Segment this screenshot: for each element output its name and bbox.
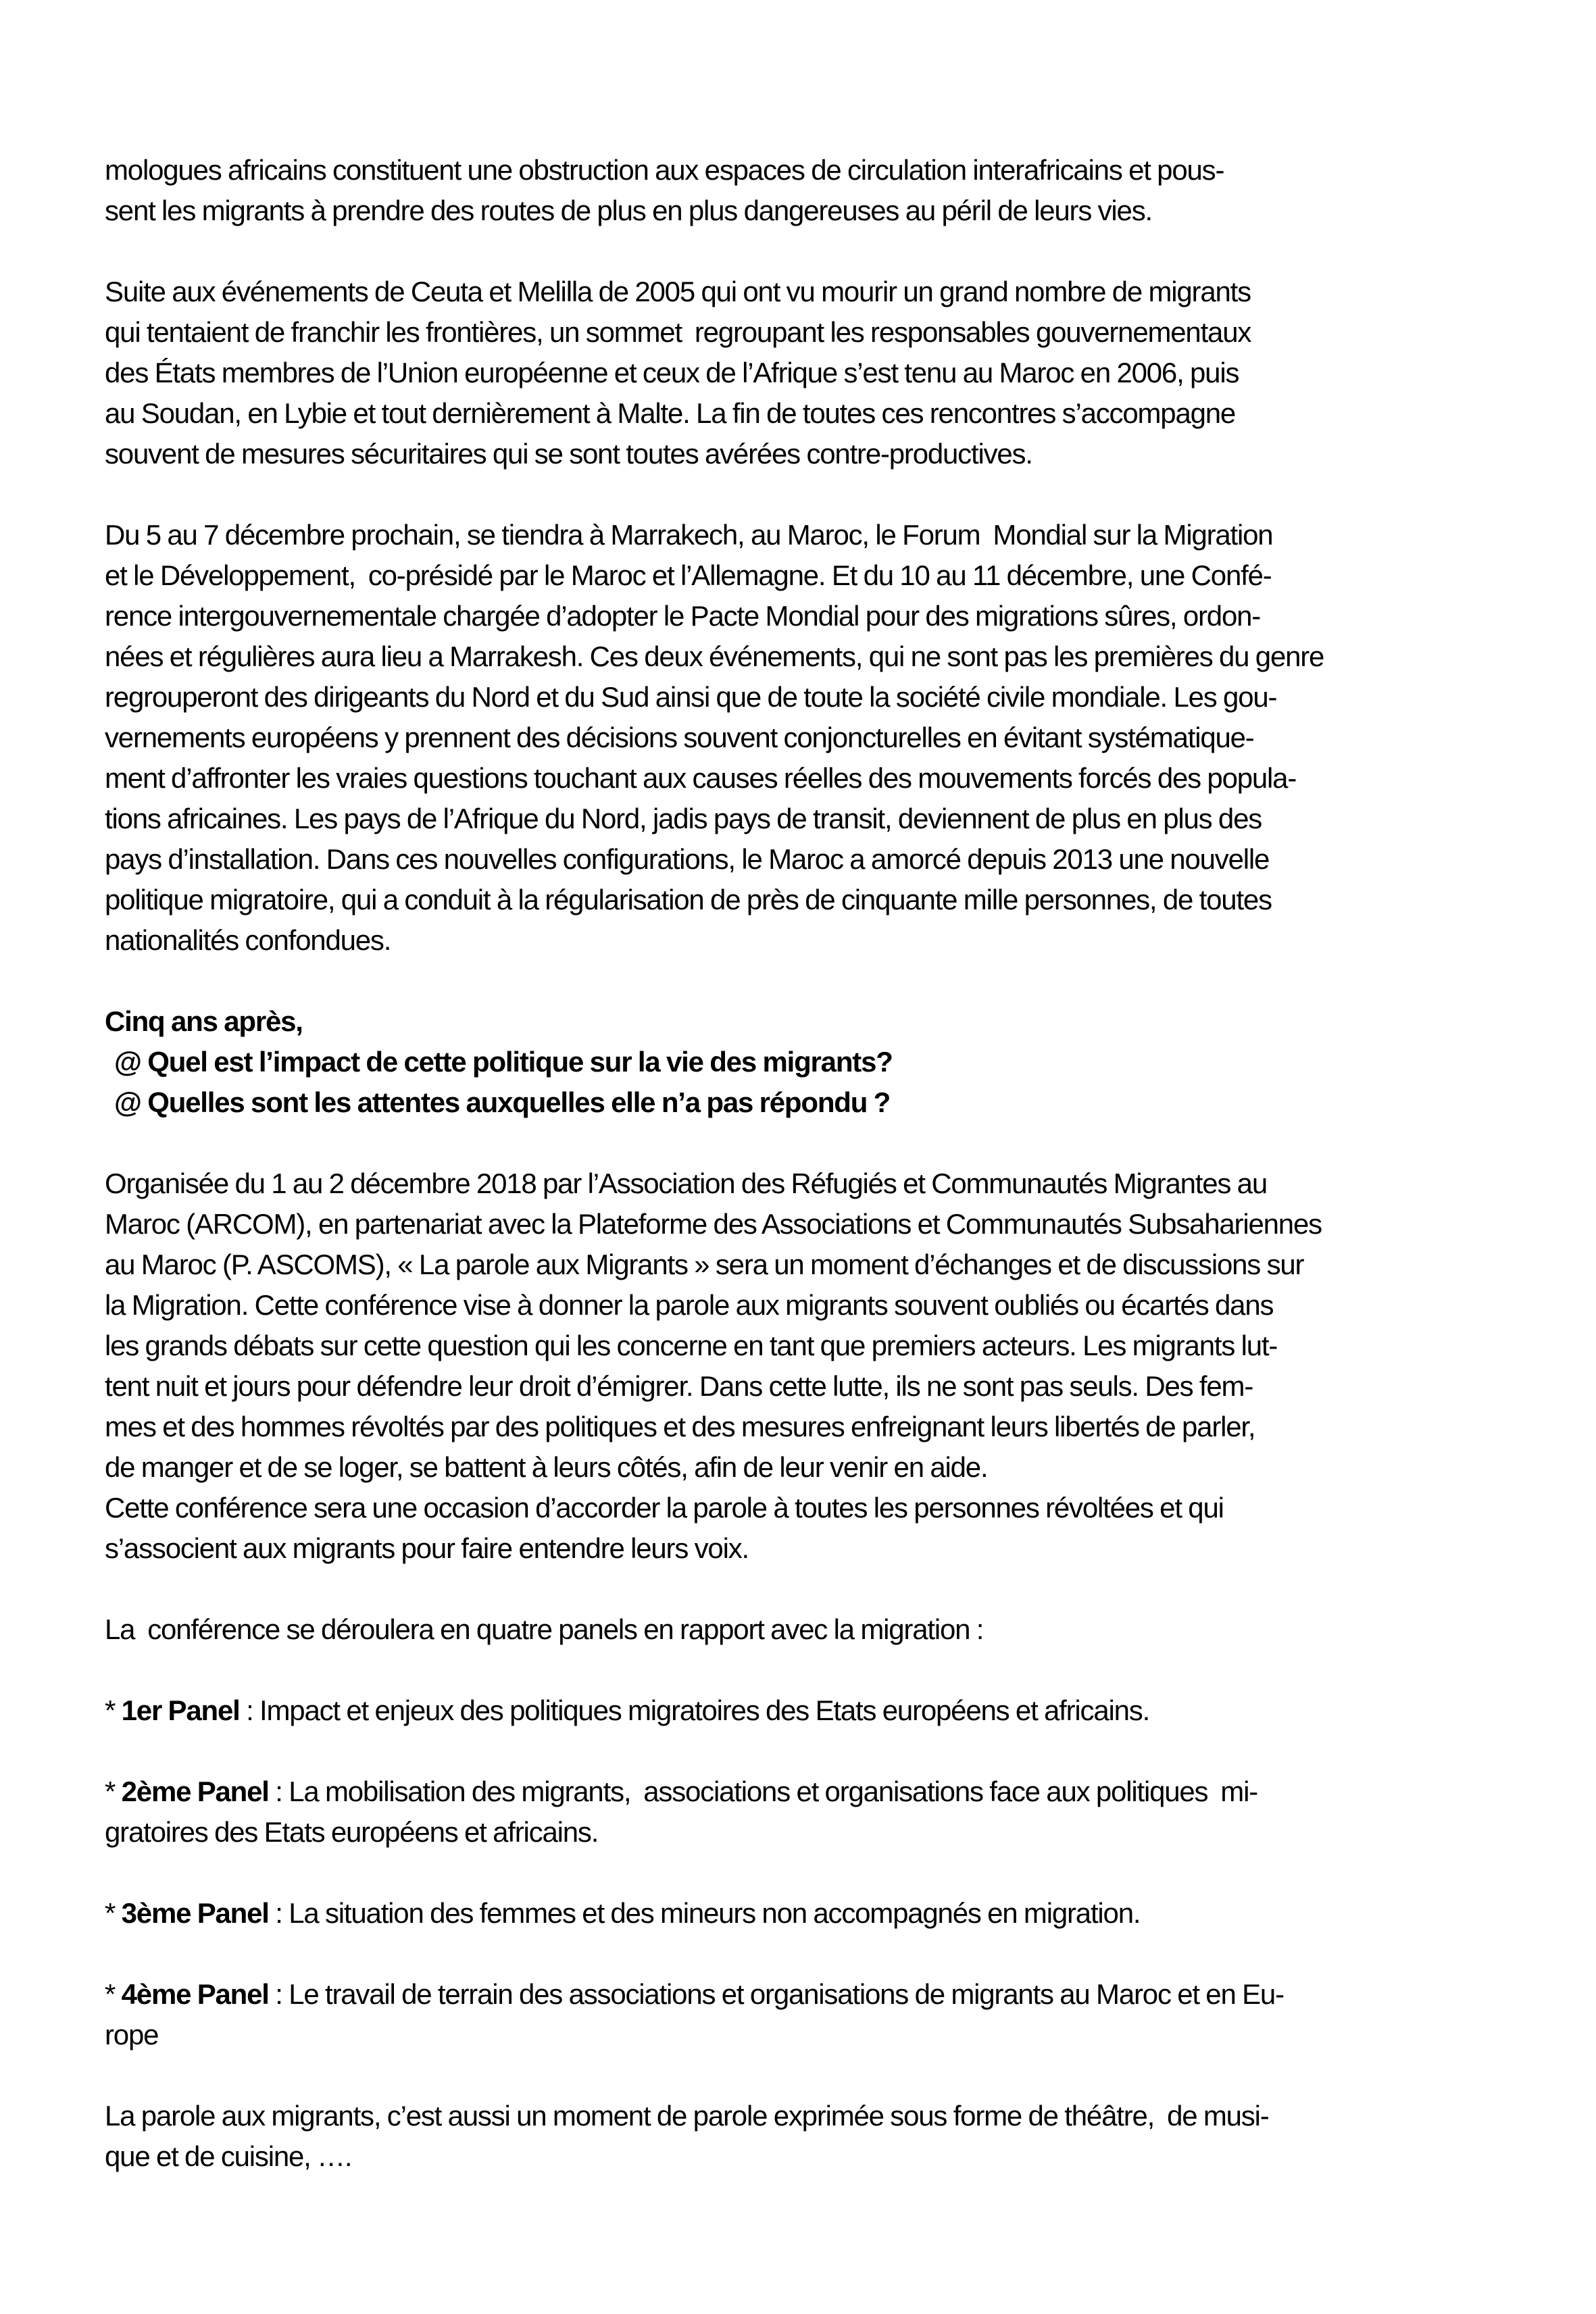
- question-item: @ Quelles sont les attentes auxquelles elle n’a pas répondu ?: [114, 1086, 891, 1118]
- panels-intro-text: La conférence se déroulera en quatre panels en rapport avec la migration :: [105, 1613, 984, 1645]
- panel-separator: :: [268, 1897, 289, 1929]
- panel-bullet: *: [105, 1897, 122, 1929]
- panel-description-continued: rope: [105, 2019, 159, 2051]
- text-line: ment d’affronter les vraies questions touchant aux causes réelles des mouvements forcés des popula-: [105, 762, 1297, 794]
- text-line: rence intergouvernementale chargée d’adopter le Pacte Mondial pour des migrations sûres, ordon-: [105, 600, 1261, 632]
- text-line: pays d’installation. Dans ces nouvelles configurations, le Maroc a amorcé depuis 2013 une nouvelle: [105, 843, 1270, 875]
- text-line: la Migration. Cette conférence vise à donner la parole aux migrants souvent oubliés ou écartés dans: [105, 1289, 1274, 1321]
- text-line: qui tentaient de franchir les frontières, un sommet regroupant les responsables gouvernementaux: [105, 316, 1251, 348]
- panel-item-3: [105, 1893, 1524, 1934]
- panel-item-4: [105, 1974, 1524, 2055]
- text-line: et le Développement, co-présidé par le Maroc et l’Allemagne. Et du 10 au 11 décembre, une Confé-: [105, 559, 1272, 591]
- text-line: souvent de mesures sécuritaires qui se sont toutes avérées contre-productives.: [105, 438, 1032, 470]
- text-line: tent nuit et jours pour défendre leur droit d’émigrer. Dans cette lutte, ils ne sont pas seuls. Des fem-: [105, 1370, 1253, 1402]
- panel-item-1: [105, 1690, 1524, 1731]
- panel-description: La mobilisation des migrants, associations et organisations face aux politiques mi-: [289, 1776, 1257, 1807]
- text-line: mes et des hommes révoltés par des politiques et des mesures enfreignant leurs libertés de parler,: [105, 1411, 1255, 1442]
- text-line: mologues africains constituent une obstruction aux espaces de circulation interafricains et pous-: [105, 154, 1224, 186]
- questions-heading: Cinq ans après,: [105, 1005, 303, 1037]
- text-line: Du 5 au 7 décembre prochain, se tiendra à Marrakech, au Maroc, le Forum Mondial sur la Migration: [105, 519, 1273, 551]
- panel-first-line: [105, 1690, 1524, 1731]
- text-line: Maroc (ARCOM), en partenariat avec la Plateforme des Associations et Communautés Subsahariennes: [105, 1208, 1322, 1240]
- text-line: regrouperont des dirigeants du Nord et du Sud ainsi que de toute la société civile mondiale. Les gou-: [105, 681, 1277, 713]
- panel-bullet: *: [105, 1694, 122, 1726]
- text-line: sent les migrants à prendre des routes de plus en plus dangereuses au péril de leurs vies.: [105, 195, 1152, 226]
- text-line: politique migratoire, qui a conduit à la régularisation de près de cinquante mille personnes, de toutes: [105, 884, 1272, 915]
- panel-separator: :: [268, 1978, 289, 2010]
- panel-label: 2ème Panel: [121, 1776, 269, 1807]
- question-item: @ Quel est l’impact de cette politique sur la vie des migrants?: [114, 1046, 893, 1078]
- forum-paragraph: [105, 515, 1524, 961]
- panel-label: 1er Panel: [121, 1694, 240, 1726]
- text-line: nées et régulières aura lieu a Marrakesh. Ces deux événements, qui ne sont pas les premières du genre: [105, 640, 1324, 672]
- text-line: au Soudan, en Lybie et tout dernièrement à Malte. La fin de toutes ces rencontres s’accompagne: [105, 397, 1236, 429]
- organisation-paragraph: [105, 1163, 1524, 1569]
- text-line: tions africaines. Les pays de l’Afrique du Nord, jadis pays de transit, deviennent de plus en plus des: [105, 803, 1262, 834]
- panel-separator: :: [239, 1694, 260, 1726]
- text-line: des États membres de l’Union européenne et ceux de l’Afrique s’est tenu au Maroc en 2006, puis: [105, 357, 1239, 388]
- panels-intro: [105, 1609, 1524, 1650]
- text-line: Cette conférence sera une occasion d’accorder la parole à toutes les personnes révoltées et qui: [105, 1492, 1224, 1524]
- closing-paragraph: [105, 2096, 1524, 2177]
- intro-paragraph: [105, 150, 1524, 231]
- text-line: les grands débats sur cette question qui les concerne en tant que premiers acteurs. Les migrants lut-: [105, 1330, 1278, 1361]
- panel-first-line: [105, 1771, 1524, 1812]
- panel-description: Impact et enjeux des politiques migratoires des Etats européens et africains.: [259, 1694, 1150, 1726]
- text-line: Suite aux événements de Ceuta et Melilla de 2005 qui ont vu mourir un grand nombre de migrants: [105, 276, 1251, 307]
- panel-label: 3ème Panel: [121, 1897, 269, 1929]
- panel-first-line: [105, 1974, 1524, 2015]
- panel-first-line: [105, 1893, 1524, 1934]
- panel-item-2: [105, 1771, 1524, 1853]
- ceuta-melilla-paragraph: [105, 272, 1524, 474]
- panel-bullet: *: [105, 1776, 122, 1807]
- panel-description-continued: gratoires des Etats européens et africains.: [105, 1816, 599, 1848]
- panel-description: La situation des femmes et des mineurs non accompagnés en migration.: [289, 1897, 1141, 1929]
- document-page: [105, 150, 1524, 2217]
- text-line: s’associent aux migrants pour faire entendre leurs voix.: [105, 1532, 749, 1564]
- panel-description: Le travail de terrain des associations et organisations de migrants au Maroc et en Eu-: [289, 1978, 1284, 2010]
- text-line: Organisée du 1 au 2 décembre 2018 par l’Association des Réfugiés et Communautés Migrantes au: [105, 1167, 1267, 1199]
- questions-section: [105, 1001, 1524, 1123]
- text-line: au Maroc (P. ASCOMS), « La parole aux Migrants » sera un moment d’échanges et de discussions sur: [105, 1249, 1304, 1280]
- text-line: de manger et de se loger, se battent à leurs côtés, afin de leur venir en aide.: [105, 1451, 988, 1483]
- text-line: que et de cuisine, ….: [105, 2140, 352, 2172]
- panel-separator: :: [268, 1776, 289, 1807]
- text-line: vernements européens y prennent des décisions souvent conjoncturelles en évitant systématique-: [105, 722, 1254, 753]
- panel-bullet: *: [105, 1978, 122, 2010]
- panel-label: 4ème Panel: [121, 1978, 269, 2010]
- text-line: La parole aux migrants, c’est aussi un moment de parole exprimée sous forme de théâtre, de musi-: [105, 2100, 1269, 2132]
- text-line: nationalités confondues.: [105, 924, 391, 956]
